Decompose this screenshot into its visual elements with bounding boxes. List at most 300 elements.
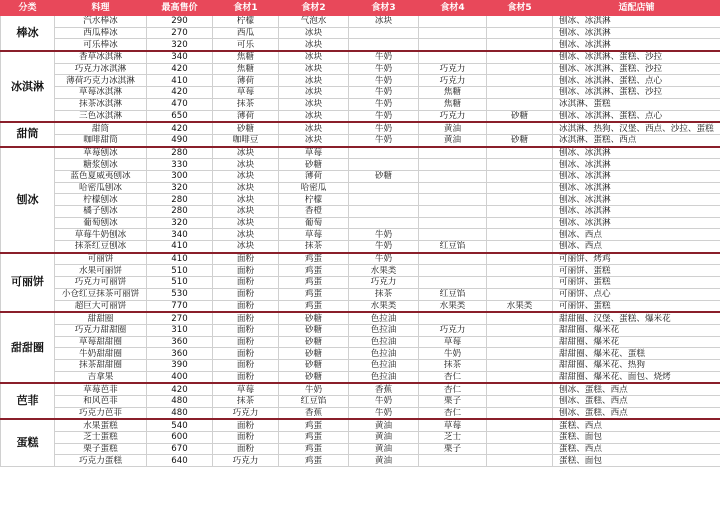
ingredient-5-cell [487, 324, 553, 336]
shops-cell: 刨冰、冰淇淋 [553, 147, 720, 159]
ingredient-5-cell [487, 371, 553, 383]
ingredient-3-cell: 水果类 [349, 300, 419, 312]
table-row [1, 159, 720, 171]
ingredient-4-cell: 红豆馅 [419, 288, 487, 300]
shops-cell: 甜甜圈、汉堡、蛋糕、爆米花 [553, 312, 720, 324]
ingredient-3-cell: 牛奶 [349, 63, 419, 75]
table-row [1, 241, 720, 253]
ingredient-5-cell [487, 98, 553, 110]
ingredient-1-cell: 面粉 [213, 288, 279, 300]
dish-cell: 甜甜圈 [55, 312, 147, 324]
table-row [1, 51, 720, 63]
ingredient-1-cell: 面粉 [213, 312, 279, 324]
ingredient-2-cell: 砂糖 [279, 336, 349, 348]
ingredient-5-cell [487, 182, 553, 194]
price-cell: 480 [147, 407, 213, 419]
dish-cell: 葡萄刨冰 [55, 217, 147, 229]
ingredient-2-cell: 冰块 [279, 27, 349, 39]
price-cell: 270 [147, 27, 213, 39]
ingredient-1-cell: 面粉 [213, 265, 279, 277]
ingredient-2-cell: 冰块 [279, 134, 349, 146]
category-cell: 棒冰 [1, 16, 55, 52]
table-row [1, 443, 720, 455]
header-dish: 料理 [55, 1, 147, 16]
dish-cell: 草莓牛奶刨冰 [55, 229, 147, 241]
ingredient-2-cell: 鸡蛋 [279, 455, 349, 467]
ingredient-4-cell: 巧克力 [419, 110, 487, 122]
price-cell: 400 [147, 371, 213, 383]
ingredient-5-cell [487, 359, 553, 371]
ingredient-5-cell: 砂糖 [487, 134, 553, 146]
table-row [1, 170, 720, 182]
ingredient-4-cell: 水果类 [419, 300, 487, 312]
price-cell: 330 [147, 159, 213, 171]
ingredient-3-cell: 香蕉 [349, 383, 419, 395]
ingredient-5-cell [487, 39, 553, 51]
ingredient-2-cell: 冰块 [279, 39, 349, 51]
shops-cell: 甜甜圈、爆米花、蛋糕 [553, 348, 720, 360]
ingredient-2-cell: 冰块 [279, 98, 349, 110]
table-row [1, 396, 720, 408]
ingredient-1-cell: 面粉 [213, 371, 279, 383]
ingredient-5-cell [487, 419, 553, 431]
header-ingredient-5: 食材5 [487, 1, 553, 16]
dish-cell: 草莓芭菲 [55, 383, 147, 395]
ingredient-3-cell: 砂糖 [349, 170, 419, 182]
ingredient-5-cell [487, 170, 553, 182]
ingredient-4-cell: 杏仁 [419, 371, 487, 383]
shops-cell: 可丽饼、烤鸡 [553, 253, 720, 265]
ingredient-1-cell: 冰块 [213, 241, 279, 253]
price-cell: 280 [147, 147, 213, 159]
shops-cell: 刨冰、冰淇淋 [553, 206, 720, 218]
ingredient-4-cell: 牛奶 [419, 348, 487, 360]
ingredient-3-cell [349, 194, 419, 206]
dish-cell: 草莓刨冰 [55, 147, 147, 159]
price-cell: 420 [147, 87, 213, 99]
ingredient-4-cell [419, 16, 487, 28]
ingredient-2-cell: 砂糖 [279, 359, 349, 371]
dish-cell: 蓝色夏威夷刨冰 [55, 170, 147, 182]
table-row [1, 432, 720, 444]
header-ingredient-1: 食材1 [213, 1, 279, 16]
ingredient-4-cell [419, 27, 487, 39]
ingredient-5-cell [487, 336, 553, 348]
shops-cell: 甜甜圈、爆米花、面包、烧烤 [553, 371, 720, 383]
table-row [1, 134, 720, 146]
shops-cell: 刨冰、冰淇淋 [553, 194, 720, 206]
ingredient-2-cell: 香蕉 [279, 407, 349, 419]
header-ingredient-3: 食材3 [349, 1, 419, 16]
ingredient-1-cell: 冰块 [213, 217, 279, 229]
ingredient-4-cell: 芝士 [419, 432, 487, 444]
category-cell: 芭菲 [1, 383, 55, 419]
shops-cell: 蛋糕、西点 [553, 419, 720, 431]
ingredient-1-cell: 冰块 [213, 194, 279, 206]
ingredient-2-cell: 冰块 [279, 63, 349, 75]
price-cell: 670 [147, 443, 213, 455]
ingredient-4-cell [419, 206, 487, 218]
ingredient-5-cell [487, 206, 553, 218]
ingredient-2-cell: 草莓 [279, 229, 349, 241]
ingredient-4-cell: 栗子 [419, 396, 487, 408]
ingredient-4-cell: 黄油 [419, 122, 487, 134]
table-row [1, 288, 720, 300]
ingredient-1-cell: 砂糖 [213, 122, 279, 134]
price-cell: 310 [147, 324, 213, 336]
ingredient-3-cell [349, 27, 419, 39]
table-row [1, 359, 720, 371]
dish-cell: 和风芭菲 [55, 396, 147, 408]
ingredient-3-cell: 色拉油 [349, 348, 419, 360]
header-ingredient-2: 食材2 [279, 1, 349, 16]
ingredient-4-cell: 草莓 [419, 336, 487, 348]
ingredient-5-cell [487, 455, 553, 467]
ingredient-4-cell: 巧克力 [419, 63, 487, 75]
dish-cell: 芝士蛋糕 [55, 432, 147, 444]
dish-cell: 糖浆刨冰 [55, 159, 147, 171]
header-max-price: 最高售价 [147, 1, 213, 16]
ingredient-1-cell: 抹茶 [213, 396, 279, 408]
ingredient-4-cell: 巧克力 [419, 75, 487, 87]
ingredient-3-cell: 色拉油 [349, 312, 419, 324]
ingredient-5-cell [487, 194, 553, 206]
ingredient-4-cell [419, 455, 487, 467]
price-cell: 290 [147, 16, 213, 28]
table-row [1, 39, 720, 51]
ingredient-4-cell: 栗子 [419, 443, 487, 455]
table-row [1, 324, 720, 336]
ingredient-5-cell [487, 288, 553, 300]
ingredient-5-cell [487, 443, 553, 455]
dish-cell: 栗子蛋糕 [55, 443, 147, 455]
shops-cell: 刨冰、蛋糕、西点 [553, 407, 720, 419]
ingredient-4-cell: 巧克力 [419, 324, 487, 336]
ingredient-1-cell: 面粉 [213, 277, 279, 289]
ingredient-1-cell: 草莓 [213, 383, 279, 395]
table-row [1, 63, 720, 75]
price-cell: 420 [147, 63, 213, 75]
ingredient-5-cell: 水果类 [487, 300, 553, 312]
price-cell: 510 [147, 277, 213, 289]
shops-cell: 刨冰、冰淇淋 [553, 217, 720, 229]
ingredient-3-cell: 色拉油 [349, 359, 419, 371]
table-row [1, 419, 720, 431]
shops-cell: 刨冰、冰淇淋 [553, 16, 720, 28]
ingredient-1-cell: 面粉 [213, 359, 279, 371]
ingredient-3-cell: 抹茶 [349, 288, 419, 300]
ingredient-3-cell: 牛奶 [349, 110, 419, 122]
table-row [1, 383, 720, 395]
shops-cell: 刨冰、冰淇淋、蛋糕、沙拉 [553, 63, 720, 75]
dish-cell: 草莓冰淇淋 [55, 87, 147, 99]
shops-cell: 甜甜圈、爆米花 [553, 336, 720, 348]
table-row [1, 217, 720, 229]
shops-cell: 可丽饼、点心 [553, 288, 720, 300]
dish-cell: 巧克力芭菲 [55, 407, 147, 419]
ingredient-3-cell: 牛奶 [349, 75, 419, 87]
table-row [1, 206, 720, 218]
table-row [1, 300, 720, 312]
ingredient-4-cell [419, 265, 487, 277]
shops-cell: 刨冰、冰淇淋 [553, 27, 720, 39]
table-row [1, 75, 720, 87]
ingredient-4-cell [419, 229, 487, 241]
ingredient-4-cell: 黄油 [419, 134, 487, 146]
ingredient-1-cell: 冰块 [213, 147, 279, 159]
ingredient-1-cell: 面粉 [213, 443, 279, 455]
price-cell: 410 [147, 75, 213, 87]
ingredient-3-cell: 水果类 [349, 265, 419, 277]
shops-cell: 甜甜圈、爆米花 [553, 324, 720, 336]
ingredient-3-cell [349, 217, 419, 229]
ingredient-1-cell: 焦糖 [213, 63, 279, 75]
ingredient-2-cell: 冰块 [279, 51, 349, 63]
ingredient-4-cell: 杏仁 [419, 407, 487, 419]
shops-cell: 可丽饼、蛋糕 [553, 277, 720, 289]
price-cell: 320 [147, 217, 213, 229]
table-row [1, 122, 720, 134]
ingredient-2-cell: 柠檬 [279, 194, 349, 206]
table-header [1, 1, 720, 16]
ingredient-2-cell: 鸡蛋 [279, 277, 349, 289]
ingredient-2-cell: 冰块 [279, 122, 349, 134]
header-category: 分类 [1, 1, 55, 16]
price-cell: 420 [147, 383, 213, 395]
ingredient-1-cell: 面粉 [213, 336, 279, 348]
table-row [1, 182, 720, 194]
ingredient-3-cell: 牛奶 [349, 396, 419, 408]
price-cell: 360 [147, 336, 213, 348]
ingredient-2-cell: 鸡蛋 [279, 443, 349, 455]
category-cell: 甜筒 [1, 122, 55, 146]
price-cell: 770 [147, 300, 213, 312]
ingredient-3-cell: 黄油 [349, 419, 419, 431]
ingredient-4-cell: 焦糖 [419, 98, 487, 110]
ingredient-3-cell: 牛奶 [349, 98, 419, 110]
ingredient-2-cell: 鸡蛋 [279, 253, 349, 265]
ingredient-2-cell: 香橙 [279, 206, 349, 218]
ingredient-5-cell [487, 27, 553, 39]
ingredient-2-cell: 鸡蛋 [279, 300, 349, 312]
price-cell: 390 [147, 359, 213, 371]
ingredient-5-cell [487, 87, 553, 99]
ingredient-5-cell [487, 348, 553, 360]
ingredient-3-cell: 黄油 [349, 455, 419, 467]
price-cell: 410 [147, 253, 213, 265]
shops-cell: 刨冰、冰淇淋、蛋糕、沙拉 [553, 51, 720, 63]
ingredient-1-cell: 草莓 [213, 87, 279, 99]
ingredient-2-cell: 砂糖 [279, 324, 349, 336]
ingredient-2-cell: 砂糖 [279, 159, 349, 171]
ingredient-1-cell: 西瓜 [213, 27, 279, 39]
shops-cell: 刨冰、冰淇淋、蛋糕、点心 [553, 110, 720, 122]
ingredient-4-cell [419, 217, 487, 229]
dish-cell: 巧克力冰淇淋 [55, 63, 147, 75]
ingredient-4-cell: 杏仁 [419, 383, 487, 395]
ingredient-2-cell: 冰块 [279, 87, 349, 99]
ingredient-5-cell: 砂糖 [487, 110, 553, 122]
ingredient-2-cell: 哈密瓜 [279, 182, 349, 194]
ingredient-2-cell: 冰块 [279, 110, 349, 122]
dish-cell: 抹茶红豆刨冰 [55, 241, 147, 253]
ingredient-2-cell: 牛奶 [279, 383, 349, 395]
ingredient-4-cell: 抹茶 [419, 359, 487, 371]
price-cell: 470 [147, 98, 213, 110]
ingredient-1-cell: 冰块 [213, 159, 279, 171]
price-cell: 420 [147, 122, 213, 134]
ingredient-1-cell: 冰块 [213, 182, 279, 194]
ingredient-4-cell [419, 39, 487, 51]
ingredient-5-cell [487, 51, 553, 63]
price-cell: 510 [147, 265, 213, 277]
ingredient-1-cell: 咖啡豆 [213, 134, 279, 146]
dish-cell: 香草冰淇淋 [55, 51, 147, 63]
ingredient-2-cell: 砂糖 [279, 348, 349, 360]
dish-cell: 西瓜棒冰 [55, 27, 147, 39]
price-cell: 410 [147, 241, 213, 253]
ingredient-1-cell: 巧克力 [213, 455, 279, 467]
shops-cell: 冰淇淋、蛋糕 [553, 98, 720, 110]
dish-cell: 抹茶甜甜圈 [55, 359, 147, 371]
price-cell: 360 [147, 348, 213, 360]
table-row [1, 87, 720, 99]
ingredient-5-cell [487, 63, 553, 75]
table-row [1, 16, 720, 28]
table-row [1, 110, 720, 122]
ingredient-5-cell [487, 253, 553, 265]
ingredient-4-cell: 红豆馅 [419, 241, 487, 253]
ingredient-1-cell: 巧克力 [213, 407, 279, 419]
shops-cell: 蛋糕、西点 [553, 443, 720, 455]
price-cell: 480 [147, 396, 213, 408]
table-body [1, 16, 720, 467]
ingredient-3-cell: 巧克力 [349, 277, 419, 289]
dish-cell: 巧克力蛋糕 [55, 455, 147, 467]
dish-cell: 橘子刨冰 [55, 206, 147, 218]
shops-cell: 蛋糕、面包 [553, 455, 720, 467]
dish-cell: 巧克力可丽饼 [55, 277, 147, 289]
price-cell: 640 [147, 455, 213, 467]
table-row [1, 147, 720, 159]
ingredient-2-cell: 红豆馅 [279, 396, 349, 408]
shops-cell: 刨冰、冰淇淋 [553, 159, 720, 171]
ingredient-4-cell [419, 312, 487, 324]
ingredient-1-cell: 薄荷 [213, 110, 279, 122]
ingredient-5-cell [487, 217, 553, 229]
ingredient-2-cell: 冰块 [279, 75, 349, 87]
dish-cell: 薄荷巧克力冰淇淋 [55, 75, 147, 87]
ingredient-5-cell [487, 312, 553, 324]
ingredient-3-cell: 色拉油 [349, 324, 419, 336]
ingredient-5-cell [487, 75, 553, 87]
ingredient-5-cell [487, 147, 553, 159]
dish-cell: 超巨大可丽饼 [55, 300, 147, 312]
ingredient-2-cell: 鸡蛋 [279, 265, 349, 277]
table-row [1, 407, 720, 419]
ingredient-3-cell: 牛奶 [349, 229, 419, 241]
dish-cell: 水果可丽饼 [55, 265, 147, 277]
dish-cell: 哈密瓜刨冰 [55, 182, 147, 194]
ingredient-2-cell: 鸡蛋 [279, 288, 349, 300]
shops-cell: 冰淇淋、热狗、汉堡、西点、沙拉、蛋糕 [553, 122, 720, 134]
ingredient-4-cell: 焦糖 [419, 87, 487, 99]
table-row [1, 336, 720, 348]
ingredient-1-cell: 面粉 [213, 324, 279, 336]
ingredient-3-cell: 牛奶 [349, 253, 419, 265]
ingredient-5-cell [487, 277, 553, 289]
shops-cell: 刨冰、西点 [553, 241, 720, 253]
price-cell: 540 [147, 419, 213, 431]
shops-cell: 刨冰、冰淇淋 [553, 39, 720, 51]
shops-cell: 可丽饼、蛋糕 [553, 265, 720, 277]
ingredient-4-cell [419, 170, 487, 182]
header-ingredient-4: 食材4 [419, 1, 487, 16]
shops-cell: 刨冰、冰淇淋 [553, 182, 720, 194]
table-row [1, 277, 720, 289]
header-row [1, 1, 720, 16]
header-shops: 适配店铺 [553, 1, 720, 16]
dish-cell: 柠檬刨冰 [55, 194, 147, 206]
ingredient-2-cell: 葡萄 [279, 217, 349, 229]
ingredient-4-cell: 草莓 [419, 419, 487, 431]
category-cell: 冰淇淋 [1, 51, 55, 122]
ingredient-5-cell [487, 432, 553, 444]
price-cell: 320 [147, 182, 213, 194]
ingredient-1-cell: 可乐 [213, 39, 279, 51]
dish-cell: 牛奶甜甜圈 [55, 348, 147, 360]
table-row [1, 229, 720, 241]
category-cell: 蛋糕 [1, 419, 55, 466]
ingredient-5-cell [487, 241, 553, 253]
price-cell: 280 [147, 194, 213, 206]
price-cell: 340 [147, 51, 213, 63]
ingredient-1-cell: 面粉 [213, 348, 279, 360]
table-row [1, 265, 720, 277]
dish-cell: 抹茶冰淇淋 [55, 98, 147, 110]
price-cell: 300 [147, 170, 213, 182]
ingredient-4-cell [419, 277, 487, 289]
shops-cell: 可丽饼、蛋糕 [553, 300, 720, 312]
dish-cell: 草莓甜甜圈 [55, 336, 147, 348]
ingredient-5-cell [487, 396, 553, 408]
ingredient-2-cell: 薄荷 [279, 170, 349, 182]
ingredient-2-cell: 砂糖 [279, 312, 349, 324]
ingredient-3-cell: 牛奶 [349, 122, 419, 134]
ingredient-4-cell [419, 147, 487, 159]
ingredient-3-cell [349, 182, 419, 194]
dish-cell: 巧克力甜甜圈 [55, 324, 147, 336]
ingredient-3-cell: 黄油 [349, 443, 419, 455]
shops-cell: 蛋糕、面包 [553, 432, 720, 444]
ingredient-1-cell: 冰块 [213, 170, 279, 182]
table-row [1, 27, 720, 39]
price-cell: 320 [147, 39, 213, 51]
ingredient-1-cell: 薄荷 [213, 75, 279, 87]
dish-cell: 水果蛋糕 [55, 419, 147, 431]
ingredient-3-cell: 色拉油 [349, 371, 419, 383]
ingredient-2-cell: 气泡水 [279, 16, 349, 28]
ingredient-2-cell: 砂糖 [279, 371, 349, 383]
ingredient-3-cell: 牛奶 [349, 407, 419, 419]
table-row [1, 455, 720, 467]
shops-cell: 冰淇淋、蛋糕、西点 [553, 134, 720, 146]
price-cell: 650 [147, 110, 213, 122]
shops-cell: 刨冰、冰淇淋 [553, 170, 720, 182]
ingredient-3-cell: 冰块 [349, 16, 419, 28]
dish-cell: 可乐棒冰 [55, 39, 147, 51]
ingredient-2-cell: 抹茶 [279, 241, 349, 253]
